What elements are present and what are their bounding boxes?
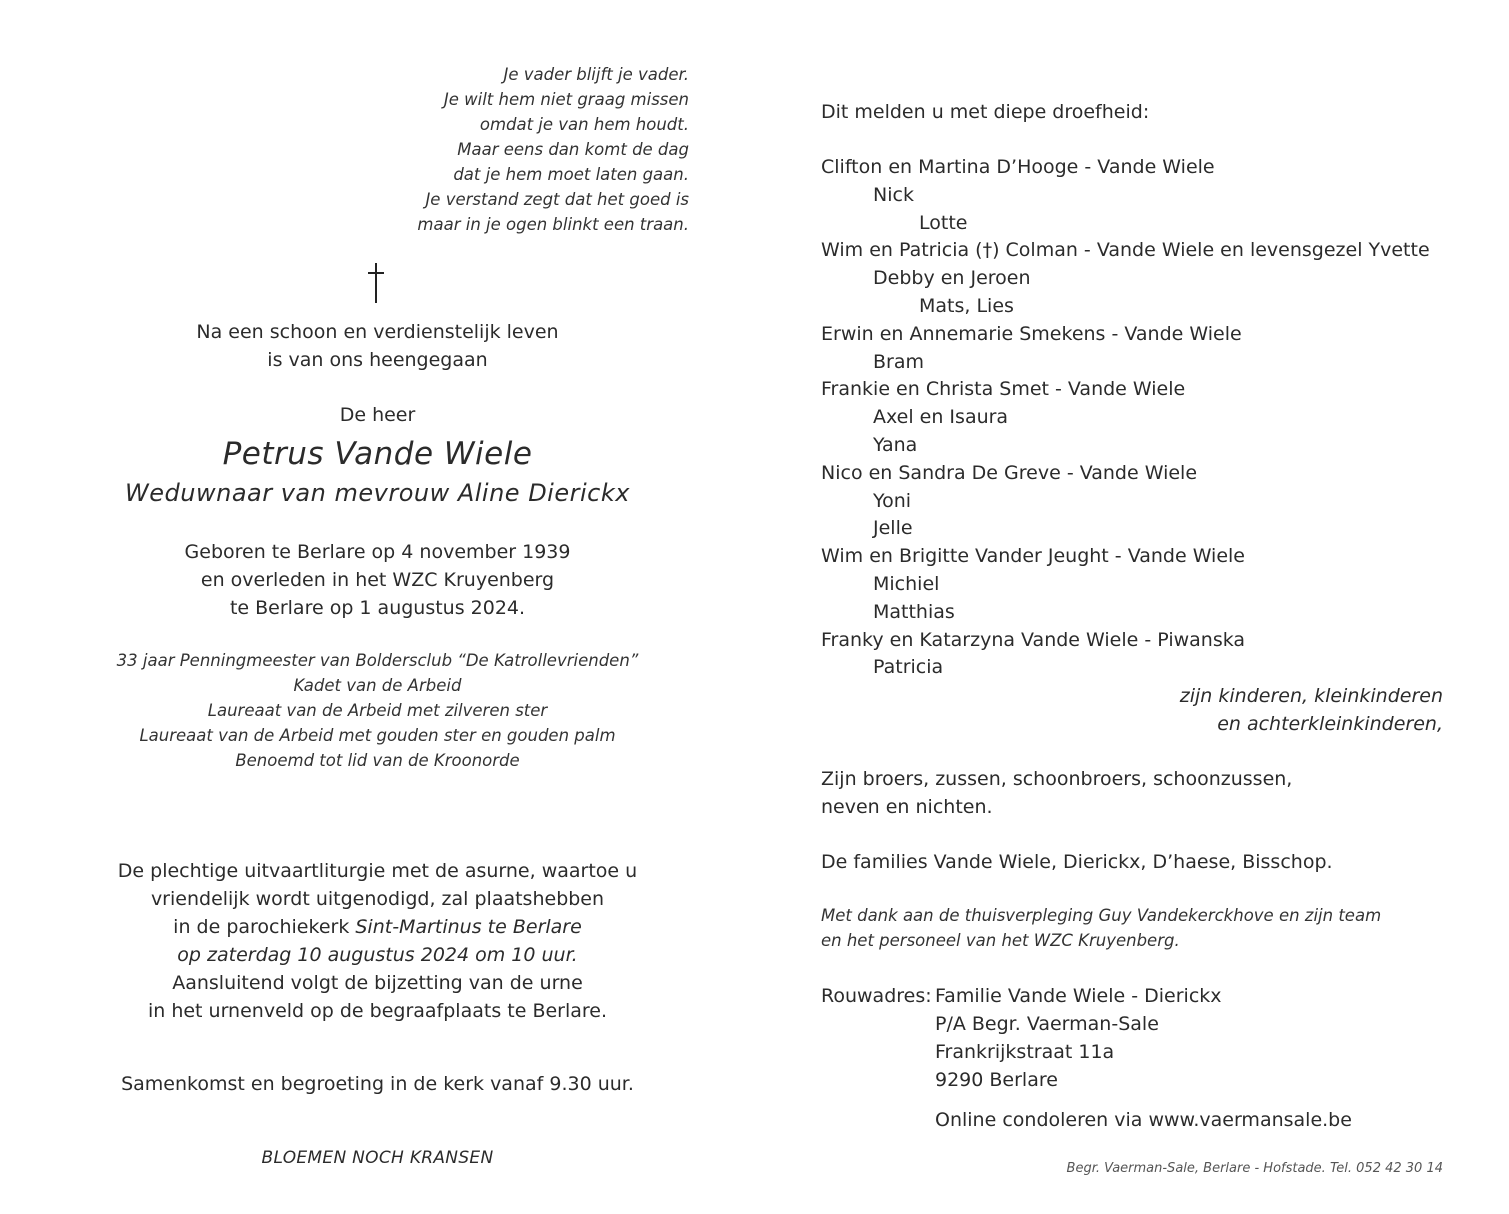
- family-couple: Clifton en Martina D’Hooge - Vande Wiele: [821, 156, 1215, 178]
- family-grandchild: Jelle: [873, 517, 913, 540]
- family-couple: Erwin en Annemarie Smekens - Vande Wiele: [821, 322, 1242, 345]
- thanks-line: en het personeel van het WZC Kruyenberg.: [821, 931, 1180, 950]
- funeral-datetime: op zaterdag 10 augustus 2024 om 10 uur.: [177, 944, 578, 966]
- meeting-info: Samenkomst en begroeting in de kerk vanaf 9.30 uur.: [121, 1073, 634, 1095]
- family-grandchild: Bram: [873, 350, 924, 373]
- honor-item: Kadet van de Arbeid: [293, 676, 462, 695]
- right-column: [821, 0, 1481, 1214]
- poem-line: Je wilt hem niet graag missen: [443, 90, 689, 109]
- family-grandchild: Michiel: [873, 572, 940, 595]
- flowers-notice: BLOEMEN NOCH KRANSEN: [261, 1148, 494, 1168]
- born-line: Geboren te Berlare op 4 november 1939: [184, 541, 571, 563]
- address-label: Rouwadres:: [821, 985, 932, 1007]
- widower-line: Weduwnaar van mevrouw Aline Dierickx: [125, 479, 630, 507]
- funeral-line: Aansluitend volgt de bijzetting van de urne: [172, 972, 583, 994]
- born-line: en overleden in het WZC Kruyenberg: [200, 569, 555, 591]
- family-grandchild: Patricia: [873, 656, 944, 679]
- poem-line: maar in je ogen blinkt een traan.: [417, 215, 689, 234]
- born-line: te Berlare op 1 augustus 2024.: [229, 597, 526, 619]
- cross-icon: [360, 262, 392, 304]
- poem-line: Je vader blijft je vader.: [503, 65, 689, 84]
- online-condolence: Online condoleren via www.vaermansale.be: [935, 1109, 1352, 1131]
- family-couple: Nico en Sandra De Greve - Vande Wiele: [821, 461, 1198, 484]
- poem-line: omdat je van hem houdt.: [479, 115, 689, 134]
- family-grandchild: Axel en Isaura: [873, 406, 1009, 429]
- family-couple: Franky en Katarzyna Vande Wiele - Piwanska: [821, 628, 1246, 651]
- honors-list: [0, 648, 755, 773]
- honorific: De heer: [339, 404, 416, 426]
- family-couple: Wim en Patricia (†) Colman - Vande Wiele en levensgezel Yvette: [821, 239, 1430, 262]
- family-grandchild: Debby en Jeroen: [873, 267, 1031, 290]
- address-lines: [935, 982, 1222, 1094]
- funeral-line: [0, 913, 755, 941]
- thanks-line: Met dank aan de thuisverpleging Guy Vandekerckhove en zijn team: [821, 906, 1382, 925]
- family-grandchild: Matthias: [873, 600, 955, 623]
- honor-item: Laureaat van de Arbeid met gouden ster en gouden palm: [139, 726, 616, 745]
- siblings-line: Zijn broers, zussen, schoonbroers, schoonzussen,: [821, 768, 1293, 790]
- address-line: Familie Vande Wiele - Dierickx: [935, 985, 1222, 1007]
- family-list: [821, 154, 1461, 682]
- address-line: Frankrijkstraat 11a: [935, 1041, 1115, 1063]
- family-grandchild: Yana: [873, 433, 918, 456]
- poem-line: dat je hem moet laten gaan.: [453, 165, 689, 184]
- funeral-line: vriendelijk wordt uitgenodigd, zal plaatshebben: [150, 888, 605, 910]
- intro-line: is van ons heengegaan: [267, 349, 488, 371]
- siblings-line: neven en nichten.: [821, 796, 993, 818]
- honor-item: 33 jaar Penningmeester van Boldersclub “De Katrollevrienden”: [116, 651, 639, 670]
- honor-item: Benoemd tot lid van de Kroonorde: [235, 751, 520, 770]
- family-grandchild: Yoni: [873, 489, 912, 512]
- intro-line: Na een schoon en verdienstelijk leven: [196, 321, 559, 343]
- poem-line: Je verstand zegt dat het goed is: [425, 190, 689, 209]
- family-grandchild: Nick: [873, 183, 914, 206]
- announcement: Dit melden u met diepe droefheid:: [821, 101, 1150, 123]
- printer-credit: Begr. Vaerman-Sale, Berlare - Hofstade. Tel. 052 42 30 14: [1066, 1161, 1443, 1176]
- kids-line: zijn kinderen, kleinkinderen: [1179, 685, 1443, 707]
- intro-text: [0, 318, 755, 374]
- kids-line: en achterkleinkinderen,: [1217, 713, 1443, 735]
- funeral-line-prefix: in de parochiekerk: [173, 916, 356, 938]
- family-couple: Wim en Brigitte Vander Jeught - Vande Wiele: [821, 545, 1245, 568]
- kids-summary: [1043, 682, 1443, 738]
- address-line: P/A Begr. Vaerman-Sale: [935, 1013, 1159, 1035]
- families: De families Vande Wiele, Dierickx, D’haese, Bisschop.: [821, 851, 1333, 873]
- family-great-grandchild: Lotte: [919, 211, 968, 234]
- address-line: 9290 Berlare: [935, 1069, 1058, 1091]
- poem: [417, 62, 689, 237]
- funeral-info: [0, 857, 755, 1025]
- poem-line: Maar eens dan komt de dag: [457, 140, 689, 159]
- birth-death-info: [0, 538, 755, 622]
- family-couple: Frankie en Christa Smet - Vande Wiele: [821, 378, 1186, 401]
- deceased-name: Petrus Vande Wiele: [222, 436, 533, 472]
- funeral-line: in het urnenveld op de begraafplaats te Berlare.: [147, 1000, 608, 1022]
- church-name: Sint-Martinus te Berlare: [355, 916, 582, 938]
- funeral-line: De plechtige uitvaartliturgie met de asurne, waartoe u: [117, 860, 638, 882]
- thanks: [821, 903, 1381, 953]
- honor-item: Laureaat van de Arbeid met zilveren ster: [207, 701, 548, 720]
- siblings: [821, 765, 1292, 821]
- family-great-grandchild: Mats, Lies: [919, 294, 1014, 317]
